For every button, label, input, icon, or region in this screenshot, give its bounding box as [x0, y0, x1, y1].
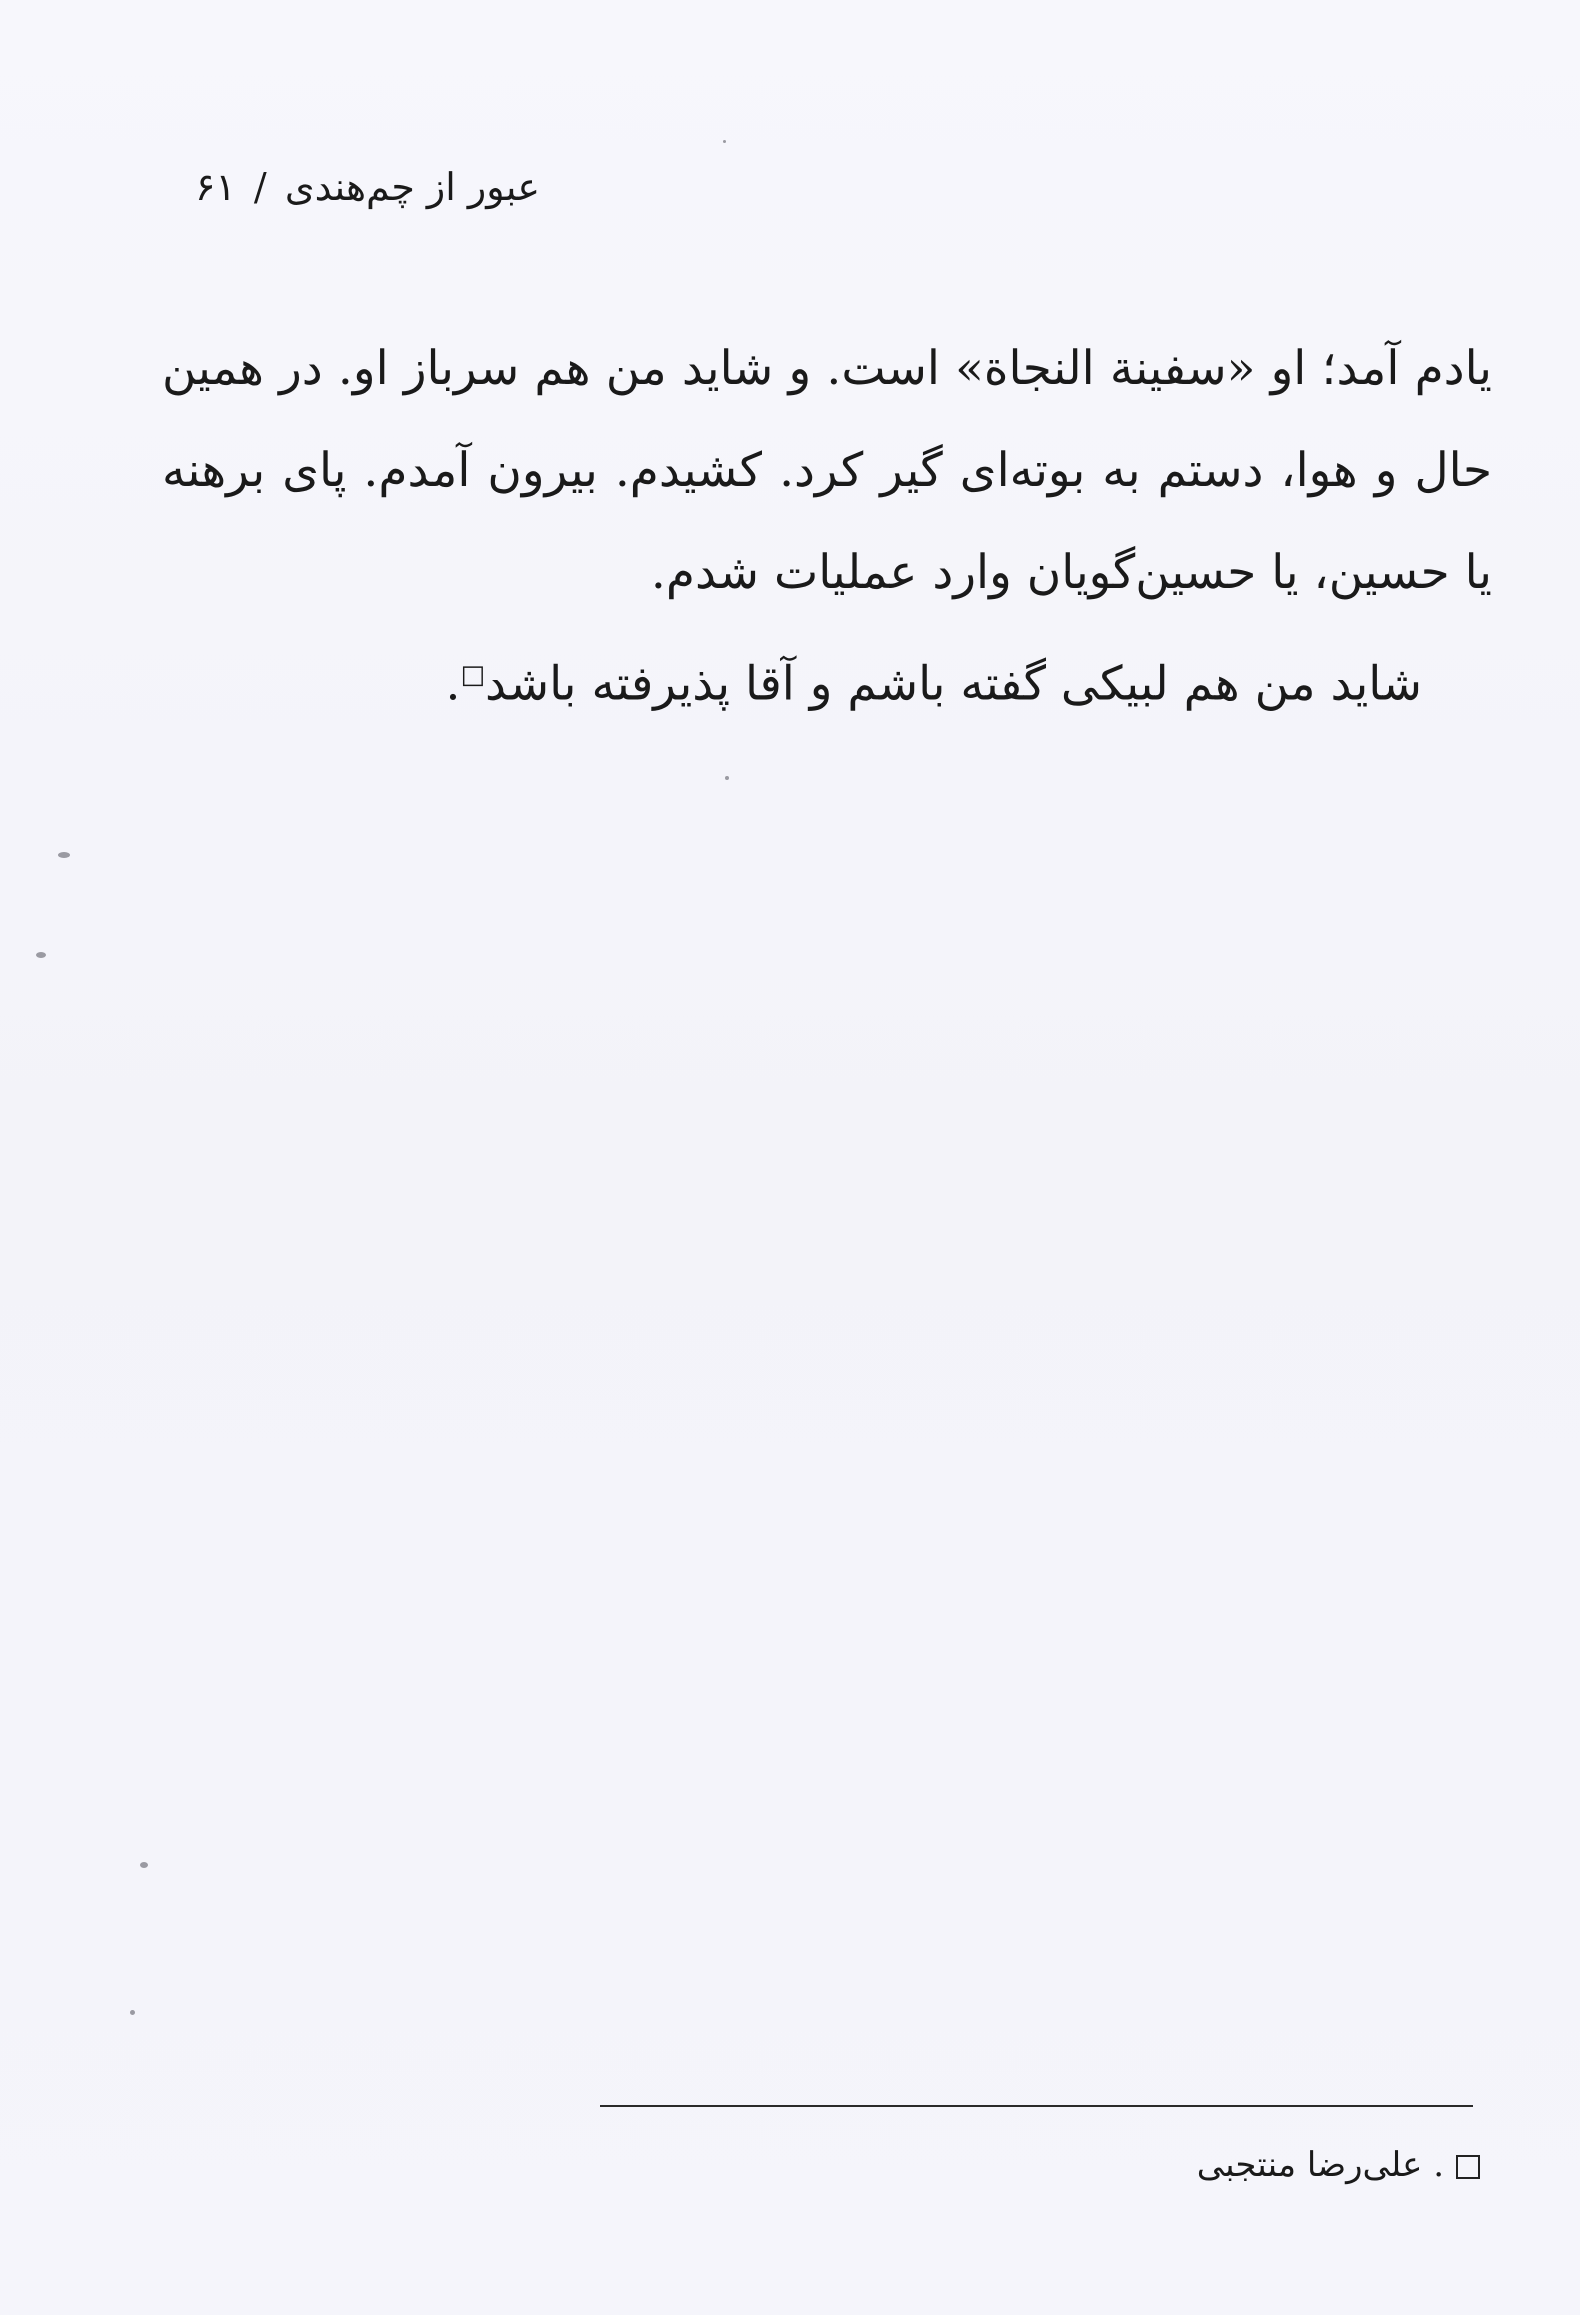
- scan-speck: [723, 140, 726, 143]
- page-number: ۶۱: [195, 165, 236, 209]
- scan-speck: [36, 952, 46, 958]
- footnote-box-icon: [1456, 2155, 1480, 2179]
- book-title: عبور از چم‌هندی: [284, 165, 540, 209]
- footnote-divider: [600, 2105, 1473, 2107]
- scan-speck: [725, 776, 729, 780]
- header-separator: /: [253, 165, 267, 209]
- body-text: [162, 318, 1492, 736]
- paragraph-2-text: شاید من هم لبیکی گفته باشم و آقا پذیرفته باشد: [485, 656, 1422, 712]
- footnote-marker: □: [460, 660, 486, 690]
- paragraph-2: [162, 624, 1492, 736]
- scan-speck: [140, 1862, 148, 1868]
- scan-speck: [130, 2010, 135, 2015]
- running-header: [140, 160, 540, 214]
- paragraph-2-end: .: [445, 656, 461, 712]
- footnote-text: . علی‌رضا منتجبی: [1196, 2145, 1444, 2185]
- paragraph-1: یادم آمد؛ او «سفینة النجاة» است. و شاید من هم سرباز او. در همین حال و هوا، دستم به بوته‌ای گیر کرد. کشیدم. بیرون آمدم. پای برهنه یا حسین، یا حسین‌گویان وارد عملیات شدم.: [162, 341, 1492, 600]
- footnote: [780, 2140, 1480, 2190]
- scan-speck: [58, 852, 70, 858]
